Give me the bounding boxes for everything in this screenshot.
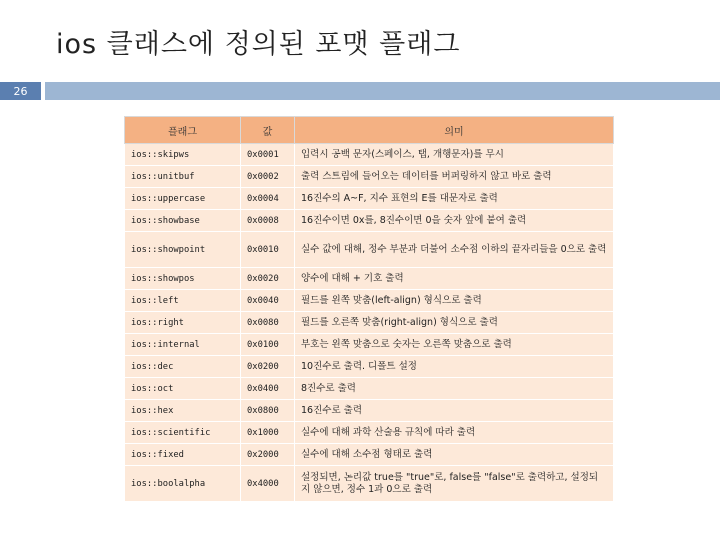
table-row xyxy=(125,166,614,188)
table-row xyxy=(125,210,614,232)
header-value: 값 xyxy=(241,117,295,144)
value-cell: 0x0100 xyxy=(241,334,295,356)
value-cell: 0x0004 xyxy=(241,188,295,210)
value-cell: 0x0001 xyxy=(241,144,295,166)
flag-cell: ios::left xyxy=(125,290,241,312)
flag-cell: ios::internal xyxy=(125,334,241,356)
flag-cell: ios::right xyxy=(125,312,241,334)
meaning-cell: 설정되면, 논리값 true를 "true"로, false를 "false"로 출력하고, 설정되지 않으면, 정수 1과 0으로 출력 xyxy=(295,466,614,502)
value-cell: 0x2000 xyxy=(241,444,295,466)
table-row xyxy=(125,188,614,210)
meaning-cell: 부호는 왼쪽 맞춤으로 숫자는 오른쪽 맞춤으로 출력 xyxy=(295,334,614,356)
table-row xyxy=(125,356,614,378)
value-cell: 0x0002 xyxy=(241,166,295,188)
flag-cell: ios::hex xyxy=(125,400,241,422)
meaning-cell: 16진수로 출력 xyxy=(295,400,614,422)
value-cell: 0x0020 xyxy=(241,268,295,290)
table-row xyxy=(125,290,614,312)
flag-cell: ios::unitbuf xyxy=(125,166,241,188)
header-flag: 플래그 xyxy=(125,117,241,144)
value-cell: 0x0040 xyxy=(241,290,295,312)
table-row xyxy=(125,444,614,466)
flag-cell: ios::scientific xyxy=(125,422,241,444)
format-flag-table xyxy=(124,116,614,502)
table-row xyxy=(125,232,614,268)
value-cell: 0x4000 xyxy=(241,466,295,502)
flag-cell: ios::showpos xyxy=(125,268,241,290)
flag-cell: ios::showpoint xyxy=(125,232,241,268)
value-cell: 0x0080 xyxy=(241,312,295,334)
meaning-cell: 8진수로 출력 xyxy=(295,378,614,400)
meaning-cell: 필드를 오른쪽 맞춤(right-align) 형식으로 출력 xyxy=(295,312,614,334)
slide-title: ios 클래스에 정의된 포맷 플래그 xyxy=(56,29,461,60)
table-row xyxy=(125,466,614,502)
meaning-cell: 실수에 대해 소수점 형태로 출력 xyxy=(295,444,614,466)
flag-cell: ios::boolalpha xyxy=(125,466,241,502)
flag-cell: ios::fixed xyxy=(125,444,241,466)
value-cell: 0x0800 xyxy=(241,400,295,422)
flag-cell: ios::showbase xyxy=(125,210,241,232)
meaning-cell: 16진수의 A~F, 지수 표현의 E를 대문자로 출력 xyxy=(295,188,614,210)
table-row xyxy=(125,312,614,334)
meaning-cell: 실수 값에 대해, 정수 부분과 더불어 소수점 이하의 끝자리들을 0으로 출력 xyxy=(295,232,614,268)
flag-cell: ios::uppercase xyxy=(125,188,241,210)
table-row xyxy=(125,334,614,356)
value-cell: 0x0010 xyxy=(241,232,295,268)
table-body xyxy=(125,144,614,502)
table-row xyxy=(125,268,614,290)
meaning-cell: 출력 스트림에 들어오는 데이터를 버퍼링하지 않고 바로 출력 xyxy=(295,166,614,188)
table-row xyxy=(125,378,614,400)
flag-cell: ios::oct xyxy=(125,378,241,400)
flag-cell: ios::dec xyxy=(125,356,241,378)
meaning-cell: 실수에 대해 과학 산술용 규칙에 따라 출력 xyxy=(295,422,614,444)
value-cell: 0x0200 xyxy=(241,356,295,378)
table-row xyxy=(125,144,614,166)
meaning-cell: 양수에 대해 + 기호 출력 xyxy=(295,268,614,290)
page-number: 26 xyxy=(0,82,41,100)
meaning-cell: 입력시 공백 문자(스페이스, 탭, 개행문자)를 무시 xyxy=(295,144,614,166)
meaning-cell: 16진수이면 0x를, 8진수이면 0을 숫자 앞에 붙여 출력 xyxy=(295,210,614,232)
table-row xyxy=(125,422,614,444)
meaning-cell: 10진수로 출력. 디폴트 설정 xyxy=(295,356,614,378)
title-underline-bar xyxy=(45,82,720,100)
value-cell: 0x0400 xyxy=(241,378,295,400)
header-meaning: 의미 xyxy=(295,117,614,144)
value-cell: 0x0008 xyxy=(241,210,295,232)
meaning-cell: 필드를 왼쪽 맞춤(left-align) 형식으로 출력 xyxy=(295,290,614,312)
table-header-row xyxy=(125,117,614,144)
flag-cell: ios::skipws xyxy=(125,144,241,166)
value-cell: 0x1000 xyxy=(241,422,295,444)
table-row xyxy=(125,400,614,422)
